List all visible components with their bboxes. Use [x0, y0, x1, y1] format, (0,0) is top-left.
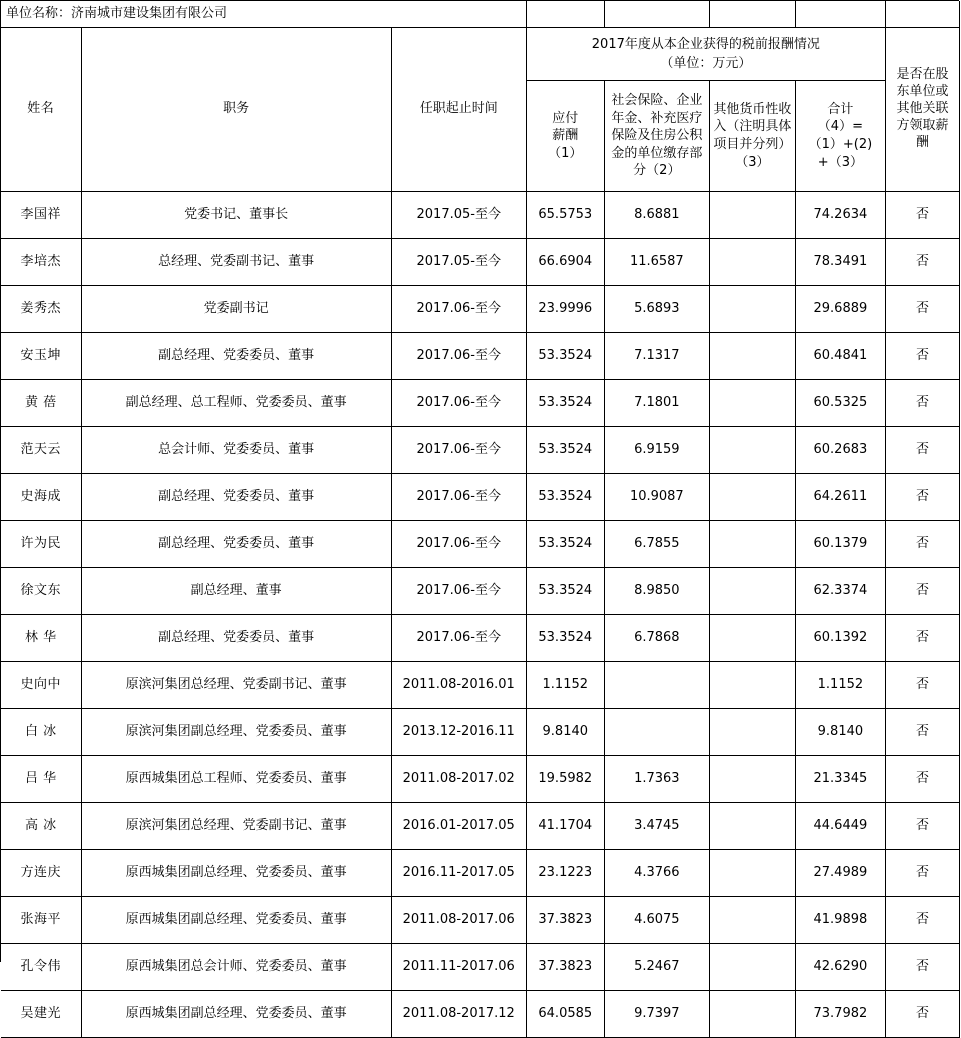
header-group-line1: 2017年度从本企业获得的税前报酬情况: [591, 36, 820, 52]
header-insurance: 社会保险、企业年金、补充医疗保险及住房公积金的单位缴存部分（2）: [604, 81, 709, 192]
cell-period: 2017.05-至今: [391, 239, 526, 286]
cell-insurance: 8.9850: [604, 568, 709, 615]
cell-name: 姜秀杰: [1, 286, 81, 333]
table-row: [1, 944, 960, 991]
cell-total: 1.1152: [795, 662, 885, 709]
unit-row-spacer-5: [885, 1, 959, 28]
header-group-row: [1, 28, 960, 81]
table-row: [1, 803, 960, 850]
cell-other: [709, 521, 795, 568]
cell-period: 2017.06-至今: [391, 474, 526, 521]
cell-flag: 否: [885, 521, 959, 568]
cell-period: 2011.08-2017.06: [391, 897, 526, 944]
cell-payable: 53.3524: [526, 427, 604, 474]
cell-flag: 否: [885, 803, 959, 850]
cell-total: 60.5325: [795, 380, 885, 427]
cell-flag: 否: [885, 380, 959, 427]
header-flag-text: 是否在股东单位或其他关联方领取薪酬: [896, 67, 949, 150]
cell-payable: 1.1152: [526, 662, 604, 709]
cell-flag: 否: [885, 286, 959, 333]
cell-total: 73.7982: [795, 991, 885, 1038]
unit-row-spacer-1: [526, 1, 604, 28]
cell-period: 2017.06-至今: [391, 427, 526, 474]
unit-name-row: [1, 1, 960, 28]
cell-payable: 19.5982: [526, 756, 604, 803]
cell-name: 许为民: [1, 521, 81, 568]
cell-name: 黄 蓓: [1, 380, 81, 427]
cell-name: 方连庆: [1, 850, 81, 897]
cell-name: 吴建光: [1, 991, 81, 1038]
cell-total: 60.4841: [795, 333, 885, 380]
cell-period: 2017.06-至今: [391, 615, 526, 662]
cell-insurance: 9.7397: [604, 991, 709, 1038]
header-name: 姓名: [1, 28, 81, 192]
cell-name: 李国祥: [1, 192, 81, 239]
cell-post: 总会计师、党委委员、董事: [81, 427, 391, 474]
cell-post: 原滨河集团副总经理、党委委员、董事: [81, 709, 391, 756]
table-row: [1, 662, 960, 709]
cell-insurance: 6.7855: [604, 521, 709, 568]
cell-post: 原西城集团副总经理、党委委员、董事: [81, 897, 391, 944]
cell-total: 29.6889: [795, 286, 885, 333]
cell-name: 范天云: [1, 427, 81, 474]
salary-table: [1, 1, 960, 1038]
cell-name: 林 华: [1, 615, 81, 662]
cell-flag: 否: [885, 662, 959, 709]
cell-flag: 否: [885, 239, 959, 286]
cell-post: 副总经理、党委委员、董事: [81, 615, 391, 662]
table-row: [1, 568, 960, 615]
cell-payable: 23.1223: [526, 850, 604, 897]
cell-name: 孔令伟: [1, 944, 81, 991]
cell-post: 原西城集团总会计师、党委委员、董事: [81, 944, 391, 991]
cell-post: 原西城集团副总经理、党委委员、董事: [81, 991, 391, 1038]
cell-total: 60.1392: [795, 615, 885, 662]
cell-other: [709, 944, 795, 991]
cell-other: [709, 427, 795, 474]
cell-flag: 否: [885, 192, 959, 239]
table-row: [1, 991, 960, 1038]
cell-name: 张海平: [1, 897, 81, 944]
header-payable-line2: 薪酬: [552, 128, 579, 144]
cell-period: 2011.11-2017.06: [391, 944, 526, 991]
cell-payable: 53.3524: [526, 380, 604, 427]
cell-other: [709, 380, 795, 427]
cell-flag: 否: [885, 897, 959, 944]
cell-total: 74.2634: [795, 192, 885, 239]
cell-period: 2016.01-2017.05: [391, 803, 526, 850]
cell-flag: 否: [885, 756, 959, 803]
cell-flag: 否: [885, 991, 959, 1038]
cell-period: 2017.06-至今: [391, 286, 526, 333]
cell-post: 党委书记、董事长: [81, 192, 391, 239]
cell-period: 2011.08-2017.12: [391, 991, 526, 1038]
cell-insurance: 11.6587: [604, 239, 709, 286]
cell-payable: 53.3524: [526, 615, 604, 662]
cell-name: 吕 华: [1, 756, 81, 803]
cell-insurance: 5.2467: [604, 944, 709, 991]
cell-insurance: 8.6881: [604, 192, 709, 239]
cell-other: [709, 239, 795, 286]
cell-other: [709, 897, 795, 944]
unit-row-spacer-4: [795, 1, 885, 28]
cell-flag: 否: [885, 709, 959, 756]
cell-period: 2017.06-至今: [391, 521, 526, 568]
cell-total: 78.3491: [795, 239, 885, 286]
cell-total: 9.8140: [795, 709, 885, 756]
cell-total: 60.1379: [795, 521, 885, 568]
cell-insurance: 4.3766: [604, 850, 709, 897]
table-row: [1, 615, 960, 662]
cell-period: 2011.08-2016.01: [391, 662, 526, 709]
cell-post: 原西城集团副总经理、党委委员、董事: [81, 850, 391, 897]
cell-period: 2011.08-2017.02: [391, 756, 526, 803]
cell-post: 原西城集团总工程师、党委委员、董事: [81, 756, 391, 803]
table-row: [1, 709, 960, 756]
cell-total: 62.3374: [795, 568, 885, 615]
header-total-line3: （1）+(2): [808, 137, 873, 152]
cell-flag: 否: [885, 333, 959, 380]
cell-other: [709, 991, 795, 1038]
table-row: [1, 897, 960, 944]
cell-other: [709, 662, 795, 709]
cell-post: 副总经理、总工程师、党委委员、董事: [81, 380, 391, 427]
header-payable-line3: （1）: [548, 145, 583, 161]
cell-payable: 37.3823: [526, 897, 604, 944]
cell-other: [709, 615, 795, 662]
header-group-line2: （单位：万元）: [660, 56, 752, 71]
cell-payable: 37.3823: [526, 944, 604, 991]
cell-payable: 66.6904: [526, 239, 604, 286]
table-row: [1, 521, 960, 568]
cell-insurance: 10.9087: [604, 474, 709, 521]
header-payable: [526, 81, 604, 192]
cell-insurance: 3.4745: [604, 803, 709, 850]
cell-flag: 否: [885, 615, 959, 662]
cell-period: 2017.05-至今: [391, 192, 526, 239]
cell-flag: 否: [885, 427, 959, 474]
cell-insurance: 1.7363: [604, 756, 709, 803]
cell-other: [709, 709, 795, 756]
cell-total: 41.9898: [795, 897, 885, 944]
table-row: [1, 239, 960, 286]
table-row: [1, 333, 960, 380]
cell-post: 原滨河集团总经理、党委副书记、董事: [81, 803, 391, 850]
table-row: [1, 850, 960, 897]
cell-insurance: [604, 662, 709, 709]
cell-payable: 53.3524: [526, 521, 604, 568]
cell-flag: 否: [885, 474, 959, 521]
table-row: [1, 427, 960, 474]
cell-post: 副总经理、党委委员、董事: [81, 521, 391, 568]
cell-insurance: 7.1801: [604, 380, 709, 427]
cell-insurance: 6.7868: [604, 615, 709, 662]
cell-payable: 65.5753: [526, 192, 604, 239]
cell-post: 副总经理、董事: [81, 568, 391, 615]
cell-name: 安玉坤: [1, 333, 81, 380]
unit-name-cell: 单位名称：济南城市建设集团有限公司: [1, 1, 526, 28]
cell-other: [709, 850, 795, 897]
table-row: [1, 380, 960, 427]
header-post: 职务: [81, 28, 391, 192]
cell-payable: 23.9996: [526, 286, 604, 333]
cell-payable: 53.3524: [526, 474, 604, 521]
cell-period: 2013.12-2016.11: [391, 709, 526, 756]
table-row: [1, 286, 960, 333]
cell-name: 白 冰: [1, 709, 81, 756]
cell-payable: 9.8140: [526, 709, 604, 756]
cell-name: 徐文东: [1, 568, 81, 615]
cell-insurance: [604, 709, 709, 756]
cell-insurance: 5.6893: [604, 286, 709, 333]
header-payable-line1: 应付: [552, 110, 579, 126]
header-total-line1: 合计: [827, 101, 854, 117]
cell-total: 21.3345: [795, 756, 885, 803]
header-total: [795, 81, 885, 192]
cell-total: 44.6449: [795, 803, 885, 850]
cell-other: [709, 756, 795, 803]
header-flag: [885, 28, 959, 192]
header-total-line4: +（3）: [817, 154, 863, 170]
cell-period: 2017.06-至今: [391, 333, 526, 380]
cell-other: [709, 286, 795, 333]
cell-payable: 41.1704: [526, 803, 604, 850]
cell-payable: 64.0585: [526, 991, 604, 1038]
cell-other: [709, 333, 795, 380]
header-total-line2: （4）=: [817, 119, 863, 135]
cell-flag: 否: [885, 850, 959, 897]
cell-other: [709, 192, 795, 239]
cell-post: 原滨河集团总经理、党委副书记、董事: [81, 662, 391, 709]
header-period: 任职起止时间: [391, 28, 526, 192]
cell-name: 高 冰: [1, 803, 81, 850]
cell-other: [709, 474, 795, 521]
cell-name: 史海成: [1, 474, 81, 521]
cell-payable: 53.3524: [526, 333, 604, 380]
cell-period: 2017.06-至今: [391, 380, 526, 427]
cell-total: 42.6290: [795, 944, 885, 991]
cell-post: 副总经理、党委委员、董事: [81, 474, 391, 521]
cell-flag: 否: [885, 568, 959, 615]
unit-row-spacer-2: [604, 1, 709, 28]
cell-insurance: 4.6075: [604, 897, 709, 944]
cell-flag: 否: [885, 944, 959, 991]
header-compensation-group: [526, 28, 885, 81]
table-row: [1, 756, 960, 803]
cell-insurance: 7.1317: [604, 333, 709, 380]
cell-name: 史向中: [1, 662, 81, 709]
unit-row-spacer-3: [709, 1, 795, 28]
cell-period: 2017.06-至今: [391, 568, 526, 615]
table-row: [1, 474, 960, 521]
cell-name: 李培杰: [1, 239, 81, 286]
cell-payable: 53.3524: [526, 568, 604, 615]
cell-post: 总经理、党委副书记、董事: [81, 239, 391, 286]
cell-insurance: 6.9159: [604, 427, 709, 474]
cell-period: 2016.11-2017.05: [391, 850, 526, 897]
cell-total: 64.2611: [795, 474, 885, 521]
cell-post: 党委副书记: [81, 286, 391, 333]
cell-total: 27.4989: [795, 850, 885, 897]
cell-total: 60.2683: [795, 427, 885, 474]
cell-other: [709, 803, 795, 850]
cell-post: 副总经理、党委委员、董事: [81, 333, 391, 380]
cell-other: [709, 568, 795, 615]
header-other-income: 其他货币性收入（注明具体项目并分列）（3）: [709, 81, 795, 192]
table-row: [1, 192, 960, 239]
